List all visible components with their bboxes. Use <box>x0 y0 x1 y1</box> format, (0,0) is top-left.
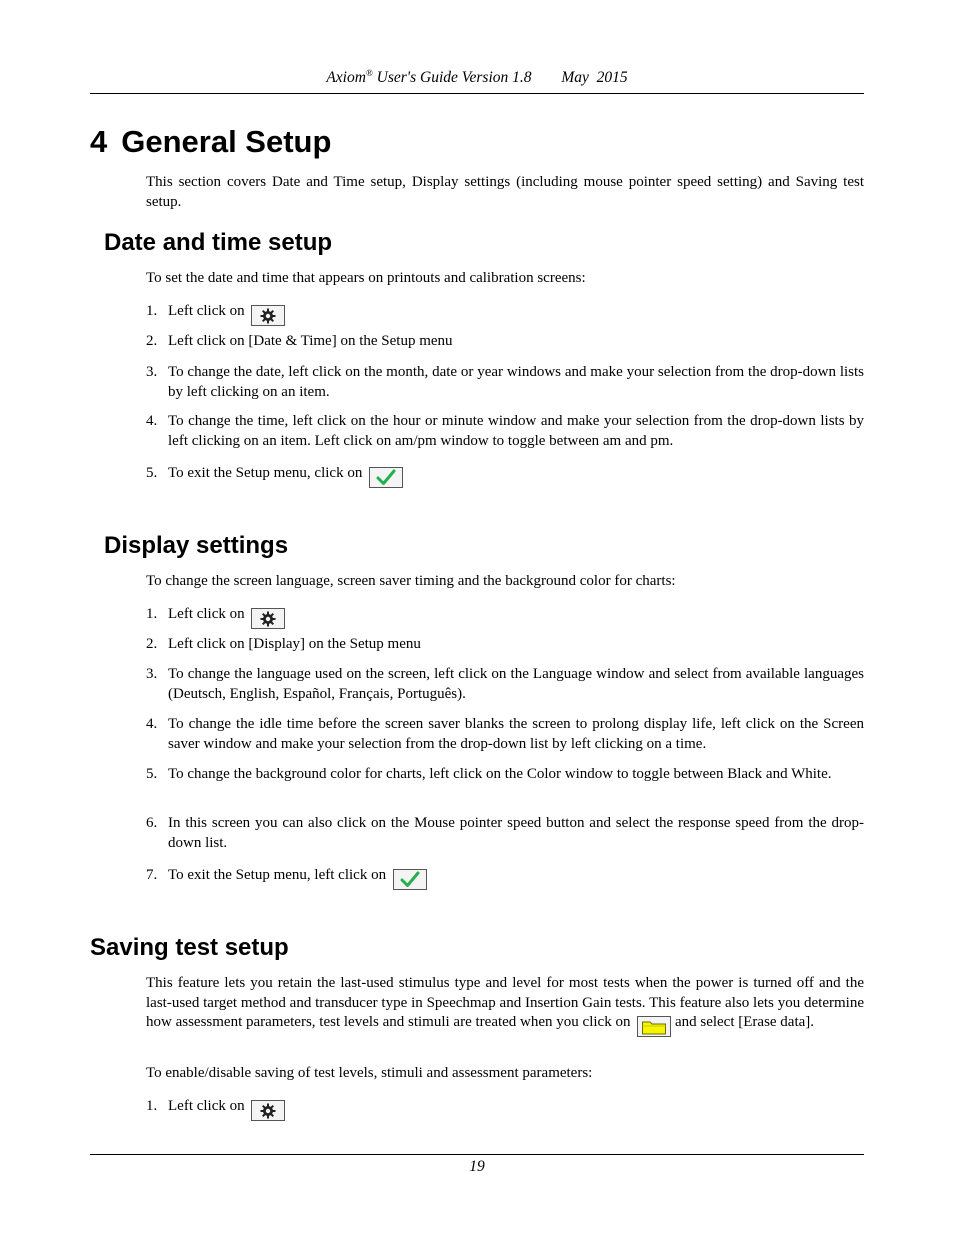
file-menu-button[interactable] <box>637 1016 671 1037</box>
saving-para-2: To enable/disable saving of test levels, stimuli and assessment parameters: <box>146 1065 593 1081</box>
checkmark-icon <box>376 469 396 486</box>
section-heading-saving: Saving test setup <box>90 934 289 961</box>
step-text: To change the language used on the screen, left click on the Language window and select from available languages (Deutsch, English, Español, Français, Português). <box>168 666 864 702</box>
display-step-7 <box>146 866 864 890</box>
chapter-number: 4 <box>90 124 108 159</box>
date-time-step-1 <box>146 302 864 326</box>
header-rule <box>90 93 864 94</box>
gear-icon <box>260 611 276 627</box>
display-step-4 <box>146 715 864 754</box>
page-number: 19 <box>469 1158 485 1175</box>
date-time-step-3 <box>146 363 864 402</box>
gear-icon <box>260 1103 276 1119</box>
step-text: To change the time, left click on the hour or minute window and make your selection from the drop-down lists by left clicking on an item. Left click on am/pm window to toggle between am and pm. <box>168 413 864 449</box>
chapter-intro: This section covers Date and Time setup, Display settings (including mouse pointer speed setting) and Saving test setup. <box>146 174 864 210</box>
display-step-6 <box>146 814 864 853</box>
header-date: May 2015 <box>561 69 628 86</box>
step-number: 2. <box>146 636 158 652</box>
step-number: 5. <box>146 465 158 481</box>
setup-button[interactable] <box>251 608 285 629</box>
step-number: 1. <box>146 606 158 622</box>
step-text: Left click on [Date & Time] on the Setup menu <box>168 333 453 349</box>
step-number: 2. <box>146 333 158 349</box>
display-intro: To change the screen language, screen saver timing and the background color for charts: <box>146 573 676 589</box>
step-number: 5. <box>146 766 158 782</box>
saving-para-1 <box>146 974 864 1037</box>
step-number: 3. <box>146 364 158 380</box>
step-text: In this screen you can also click on the Mouse pointer speed button and select the response speed from the drop-down list. <box>168 815 864 851</box>
display-step-2 <box>146 635 864 655</box>
setup-button[interactable] <box>251 1100 285 1121</box>
step-number: 6. <box>146 815 158 831</box>
step-number: 3. <box>146 666 158 682</box>
step-text: Left click on <box>168 606 245 622</box>
saving-para-1-text-a: This feature lets you retain the last-used stimulus type and level for most tests when the power is turned off and the last-used target method and transducer type in Speechmap and Insertion Gain tests. This feature also lets you determine how assessment parameters, test levels and stimuli are treated when you click on <box>146 975 864 1030</box>
chapter-title <box>90 124 331 160</box>
display-step-3 <box>146 665 864 704</box>
step-number: 1. <box>146 303 158 319</box>
step-text: Left click on [Display] on the Setup menu <box>168 636 421 652</box>
section-heading-display: Display settings <box>104 532 289 559</box>
registered-mark: ® <box>365 68 373 78</box>
display-step-1 <box>146 605 864 629</box>
section-heading-date-time: Date and time setup <box>104 229 333 256</box>
step-text: To exit the Setup menu, click on <box>168 465 363 481</box>
step-text: To change the idle time before the screen saver blanks the screen to prolong display life, left click on the Screen saver window and make your selection from the drop-down list by left clicking on a time. <box>168 716 864 752</box>
step-number: 7. <box>146 867 158 883</box>
step-text: Left click on <box>168 1098 245 1114</box>
header-guide: User's Guide Version 1.8 <box>376 69 532 86</box>
display-step-5 <box>146 765 864 785</box>
step-number: 4. <box>146 413 158 429</box>
date-time-intro: To set the date and time that appears on printouts and calibration screens: <box>146 270 586 286</box>
exit-button[interactable] <box>369 467 403 488</box>
gear-icon <box>260 308 276 324</box>
date-time-step-2 <box>146 332 864 352</box>
footer-rule <box>90 1154 864 1155</box>
step-text: To change the background color for charts, left click on the Color window to toggle between Black and White. <box>168 766 832 782</box>
folder-icon <box>641 1019 667 1035</box>
step-text: To exit the Setup menu, left click on <box>168 867 387 883</box>
setup-button[interactable] <box>251 305 285 326</box>
saving-step-1 <box>146 1097 864 1121</box>
step-text: To change the date, left click on the month, date or year windows and make your selection from the drop-down lists by left clicking on an item. <box>168 364 864 400</box>
date-time-step-5 <box>146 464 864 488</box>
running-header <box>90 68 864 87</box>
step-number: 1. <box>146 1098 158 1114</box>
step-number: 4. <box>146 716 158 732</box>
exit-button[interactable] <box>393 869 427 890</box>
chapter-title-text: General Setup <box>121 124 332 159</box>
checkmark-icon <box>400 871 420 888</box>
saving-para-1-text-b: and select [Erase data]. <box>674 1014 815 1030</box>
header-product: Axiom <box>326 69 366 86</box>
date-time-step-4 <box>146 412 864 451</box>
step-text: Left click on <box>168 303 245 319</box>
